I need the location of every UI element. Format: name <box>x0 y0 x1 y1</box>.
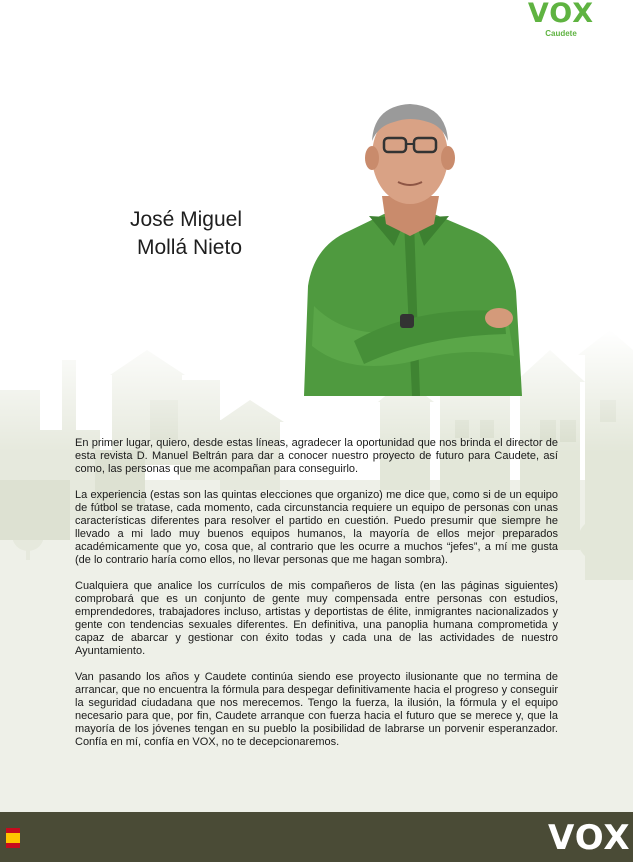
candidate-last-name: Mollá Nieto <box>136 236 242 259</box>
candidate-first-name: José Miguel <box>129 208 242 231</box>
letter-body <box>75 437 558 762</box>
vox-logo-top <box>524 0 598 44</box>
candidate-portrait <box>294 96 526 404</box>
paragraph: Van pasando los años y Caudete continúa siendo ese proyecto ilusionante que no termina de arrancar, que no encuentra la fórmula para despegar definitivamente hacia el progreso y conseguir la seguridad ciudadana que nos merecemos. Tengo la fuerza, la ilusión, la fórmula y el equipo necesario para que, por fin, Caudete arranque con fuerza hacia el futuro que se merece y, que la mayoría de los jóvenes tengan en su pueblo la posibilidad de labrarse un porvenir esperanzador. Confía en mí, confía en VOX, no te decepcionaremos. <box>75 671 558 748</box>
logo-wordmark: VOX <box>527 0 595 29</box>
logo-city: Caudete <box>545 29 577 38</box>
vox-logo-footer: VOX <box>548 818 631 858</box>
paragraph: En primer lugar, quiero, desde estas líneas, agradecer la oportunidad que nos brinda el director de esta revista D. Manuel Beltrán para dar a conocer nuestro proyecto de futuro para Caudete, así como, las personas que me acompañan para conseguirlo. <box>75 437 558 475</box>
footer-bar <box>0 812 633 862</box>
paragraph: La experiencia (estas son las quintas elecciones que organizo) me dice que, como si de un equipo de fútbol se tratase, cada momento, cada circunstancia requiere un equipo de personas con unas características diferentes para resolver el partido en cuestión. Puedo presumir que siempre he llevado a mi lado muy buenos equipos humanos, la mayoría de ellos mejor preparados académicamente que yo, cosa que, al contrario que les ocurre a muchos “jefes”, a mí me gusta (de lo contrario haría como ellos, no llevar personas que me hagan sombra). <box>75 489 558 566</box>
paragraph: Cualquiera que analice los currículos de mis compañeros de lista (en las páginas siguientes) comprobará que es un conjunto de gente muy compensada entre personas con estudios, emprendedores, trabajadores incluso, artistas y deportistas de élite, inmigrantes nacionalizados y gente con tendencias sexuales diferentes. En definitiva, una panoplia humana comprometida y capaz de abarcar y gestionar con éxito todas y cada una de las actividades de nuestro Ayuntamiento. <box>75 580 558 657</box>
candidate-name <box>70 206 242 262</box>
spain-flag-icon <box>6 828 20 848</box>
